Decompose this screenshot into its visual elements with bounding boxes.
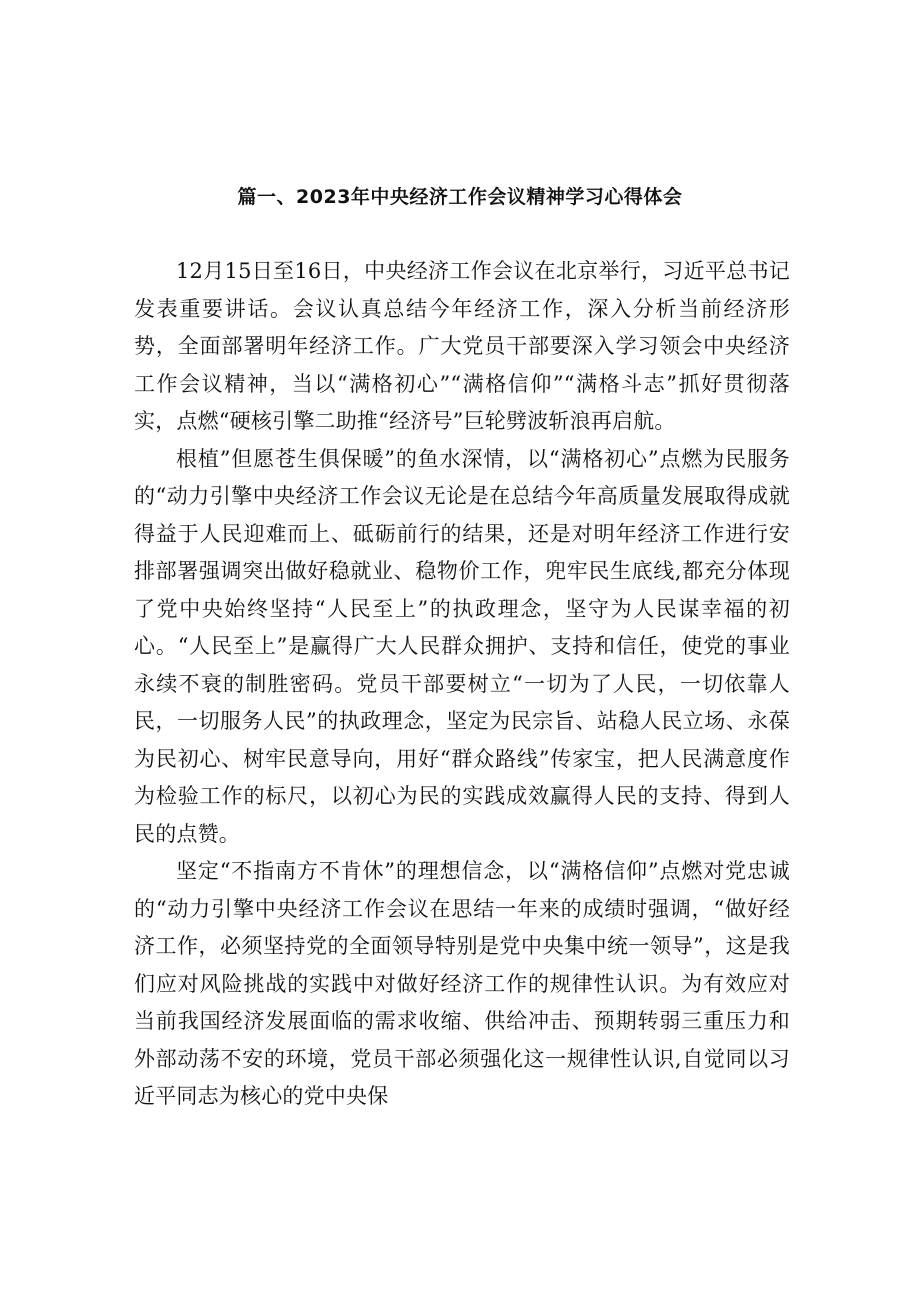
paragraph-3: 坚定“不指南方不肯休”的理想信念，以“满格信仰”点燃对党忠诚的“动力引擎中央经济工作会议在思结一年来的成绩时强调，“做好经济工作，必须坚持党的全面领导特别是党中央集中统一领导”，这是我们应对风险挑战的实践中对做好经济工作的规律性认识。为有效应对当前我国经济发展面临的需求收缩、供给冲击、预期转弱三重压力和外部动荡不安的环境，党员干部必须强化这一规律性认识,自觉同以习近平同志为核心的党中央保 [134,859,790,1108]
document-title: 篇一、2023年中央经济工作会议精神学习心得体会 [237,186,683,208]
document-body [134,253,790,1116]
paragraph-1: 12月15日至16日，中央经济工作会议在北京举行，习近平总书记发表重要讲话。会议认真总结今年经济工作，深入分析当前经济形势，全面部署明年经济工作。广大党员干部要深入学习领会中央经济工作会议精神，当以“满格初心”“满格信仰”“满格斗志”抓好贯彻落实，点燃“硬核引擎二助推“经济号”巨轮劈波斩浪再启航。 [134,259,790,433]
paragraph-2: 根植”但愿苍生俱保暖”的鱼水深情，以“满格初心”点燃为民服务的“动力引擎中央经济工作会议无论是在总结今年高质量发展取得成就得益于人民迎难而上、砥砺前行的结果，还是对明年经济工作进行安排部署强调突出做好稳就业、稳物价工作，兜牢民生底线,都充分体现了党中央始终坚持“人民至上”的执政理念，坚守为人民谋幸福的初心。“人民至上”是赢得广大人民群众拥护、支持和信任，使党的事业永续不衰的制胜密码。党员干部要树立“一切为了人民，一切依靠人民，一切服务人民”的执政理念，坚定为民宗旨、站稳人民立场、永葆为民初心、树牢民意导向，用好“群众路线”传家宝，把人民满意度作为检验工作的标尺，以初心为民的实践成效赢得人民的支持、得到人民的点赞。 [134,446,790,846]
